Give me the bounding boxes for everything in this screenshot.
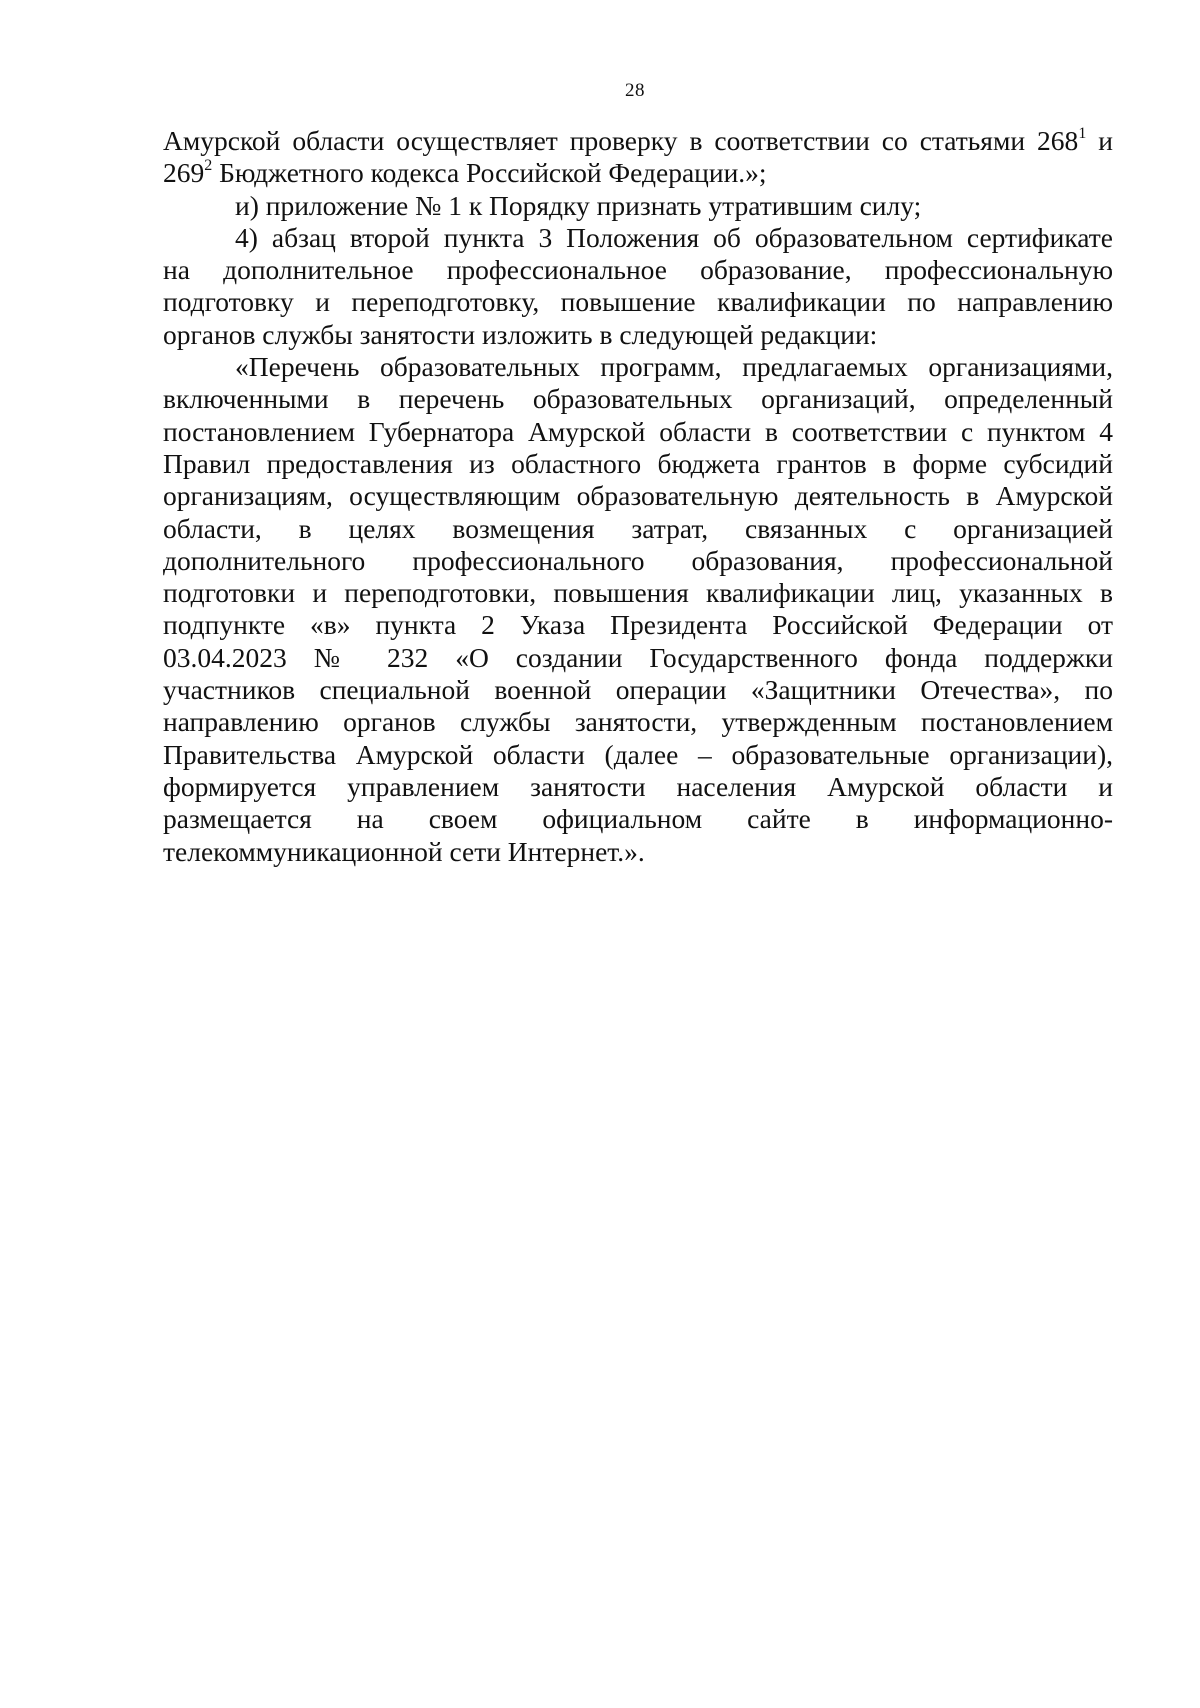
text-line: области, в целях возмещения затрат, связанных с организацией xyxy=(163,512,1113,544)
text-line: Правил предоставления из областного бюджета грантов в форме субсидий xyxy=(163,447,1113,479)
text-line: органов службы занятости изложить в следующей редакции: xyxy=(163,318,878,350)
text-line: Правительства Амурской области (далее – образовательные организации), xyxy=(163,738,1113,770)
text-line: подпункте «в» пункта 2 Указа Президента Российской Федерации от xyxy=(163,609,1113,641)
text-line: «Перечень образовательных программ, предлагаемых организациями, xyxy=(235,351,1113,383)
text-line: на дополнительное профессиональное образование, профессиональную xyxy=(163,254,1113,286)
text-line: включенными в перечень образовательных организаций, определенный xyxy=(163,383,1113,415)
text-line: и) приложение № 1 к Порядку признать утратившим силу; xyxy=(235,189,922,221)
text-line: дополнительного профессионального образования, профессиональной xyxy=(163,544,1113,576)
text-line: 4) абзац второй пункта 3 Положения об образовательном сертификате xyxy=(235,221,1113,253)
text-line: подготовки и переподготовки, повышения квалификации лиц, указанных в xyxy=(163,577,1113,609)
document-body xyxy=(163,125,1113,868)
text-line: организациям, осуществляющим образовательную деятельность в Амурской xyxy=(163,480,1113,512)
text-line: участников специальной военной операции «Защитники Отечества», по xyxy=(163,674,1113,706)
text-line: телекоммуникационной сети Интернет.». xyxy=(163,835,645,867)
superscript: 1 xyxy=(1078,125,1087,142)
text-line: Амурской области осуществляет проверку в соответствии со статьями $268^1$ и xyxy=(163,125,1113,156)
text-line: направлению органов службы занятости, утвержденным постановлением xyxy=(163,706,1113,738)
text-line: постановлением Губернатора Амурской области в соответствии с пунктом 4 xyxy=(163,415,1113,447)
text-line: формируется управлением занятости населения Амурской области и xyxy=(163,770,1113,802)
superscript: 2 xyxy=(204,157,213,175)
page-number: 28 xyxy=(625,80,645,101)
text-line: $269^2$ Бюджетного кодекса Российской Федерации.»; xyxy=(163,157,767,189)
text-line: 03.04.2023 № 232 «О создании Государственного фонда поддержки xyxy=(163,641,1113,673)
text-line: размещается на своем официальном сайте в информационно- xyxy=(163,803,1113,835)
text-line: подготовку и переподготовку, повышение квалификации по направлению xyxy=(163,286,1113,318)
